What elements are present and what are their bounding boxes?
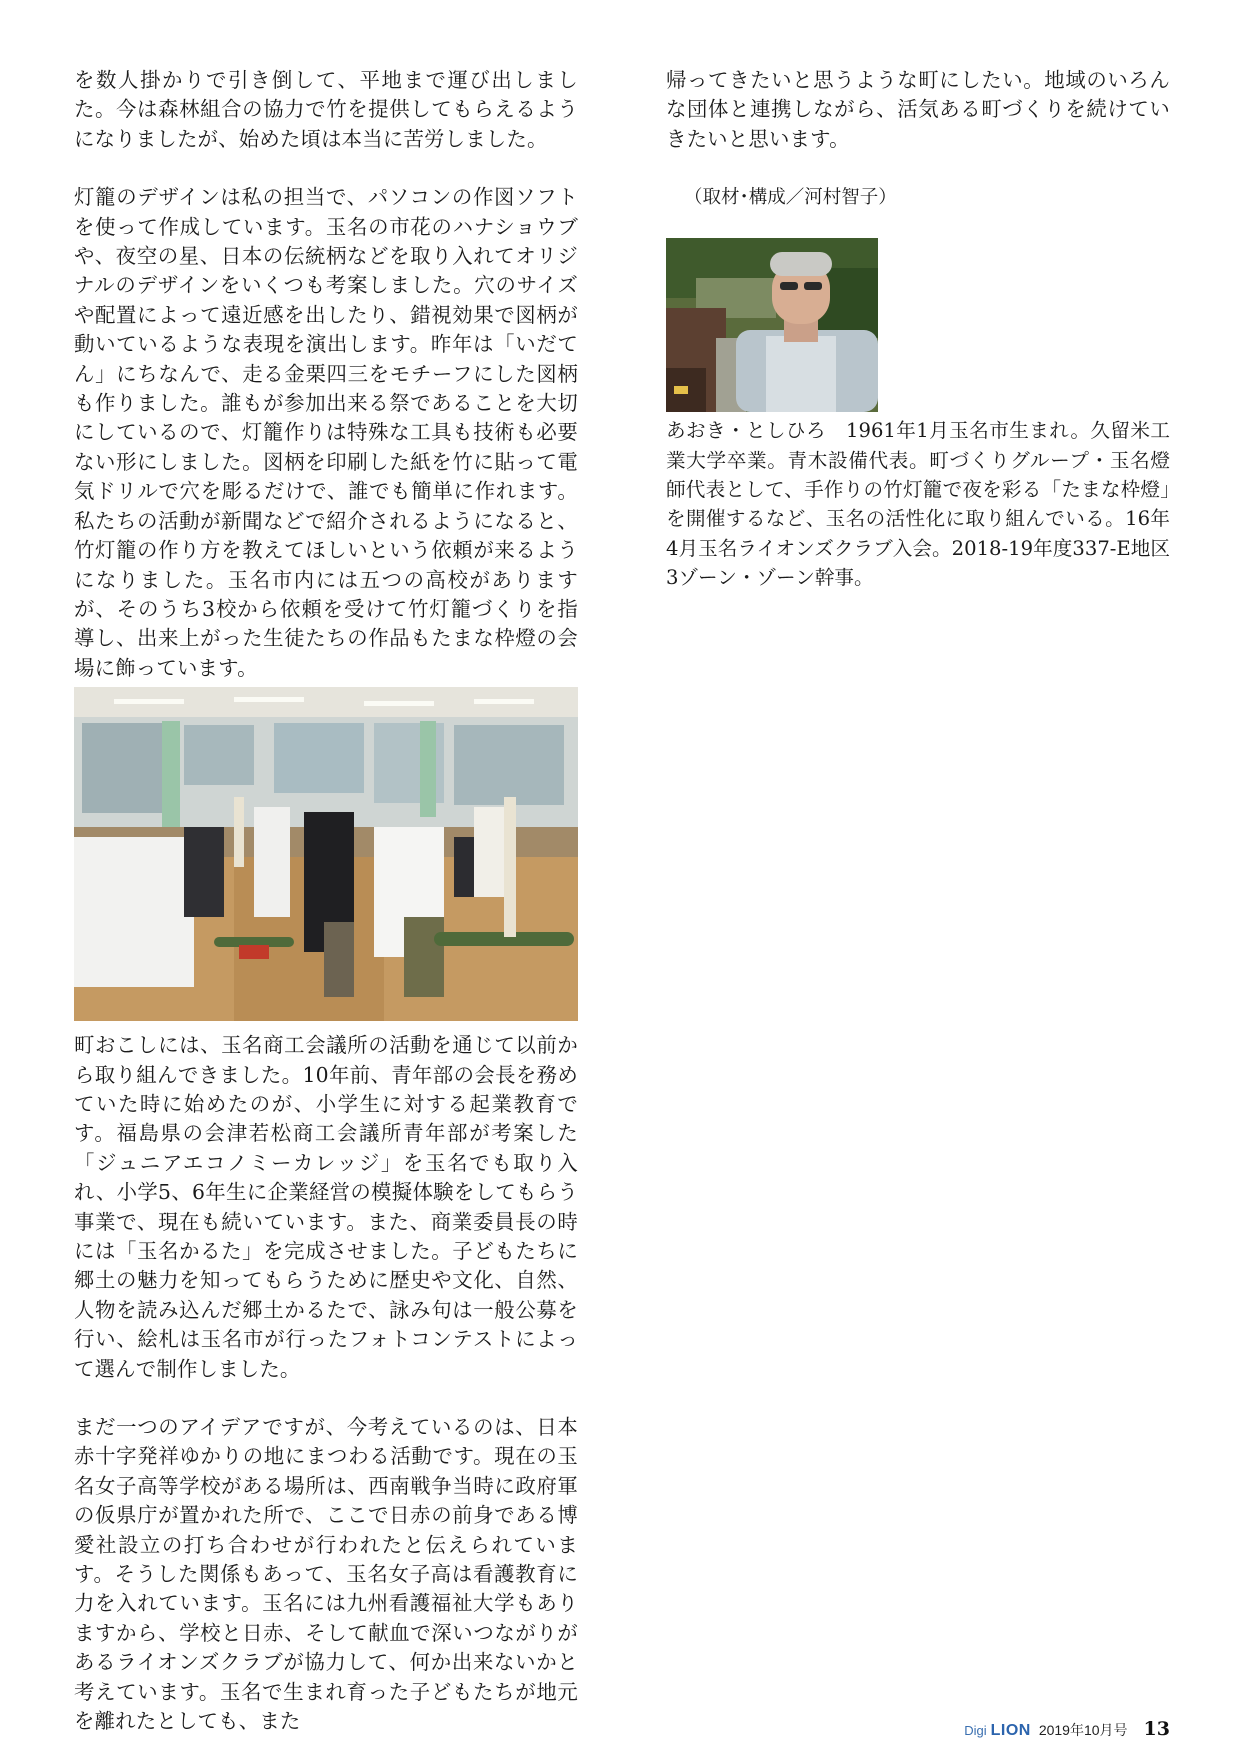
article-paragraph-1: を数人掛かりで引き倒して、平地まで運び出しました。今は森林組合の協力で竹を提供してもらえるようになりましたが、始めた頃は本当に苦労しました。	[74, 68, 578, 151]
page-footer	[964, 1718, 1170, 1740]
magazine-logo: LION	[990, 1722, 1031, 1739]
article-paragraph-5: 帰ってきたいと思うような町にしたい。地域のいろんな団体と連携しながら、活気ある町づくりを続けていきたいと思います。	[666, 68, 1170, 151]
author-bio: あおき・としひろ 1961年1月玉名市生まれ。久留米工業大学卒業。青木設備代表。町づくりグループ・玉名燈師代表として、手作りの竹灯籠で夜を彩る「たまな枠燈」を開催するなど、玉名の活性化に取り組んでいる。16年4月玉名ライオンズクラブ入会。2018-19年度337-E地区3ゾーン・ゾーン幹事。	[666, 419, 1170, 590]
left-column	[74, 66, 578, 1736]
magazine-logo-prefix: Digi	[964, 1723, 987, 1738]
page-number: 13	[1143, 1718, 1170, 1740]
interview-credit: （取材･構成／河村智子）	[684, 187, 897, 209]
article-paragraph-2: 灯籠のデザインは私の担当で、パソコンの作図ソフトを使って作成しています。玉名の市花のハナショウブや、夜空の星、日本の伝統柄などを取り入れてオリジナルのデザインをいくつも考案しました。穴のサイズや配置によって遠近感を出したり、錯視効果で図柄が動いているような表現を演出します。昨年は「いだてん」にちなんで、走る金栗四三をモチーフにした図柄も作りました。誰もが参加出来る祭であることを大切にしているので、灯籠作りは特殊な工具も技術も必要ない形にしました。図柄を印刷した紙を竹に貼って電気ドリルで穴を彫るだけで、誰でも簡単に作れます。私たちの活動が新聞などで紹介されるようになると、竹灯籠の作り方を教えてほしいという依頼が来るようになりました。玉名市内には五つの高校がありますが、そのうち3校から依頼を受けて竹灯籠づくりを指導し、出来上がった生徒たちの作品もたまな枠燈の会場に飾っています。	[74, 185, 578, 680]
article-paragraph-4: まだ一つのアイデアですが、今考えているのは、日本赤十字発祥ゆかりの地にまつわる活動です。現在の玉名女子高等学校がある場所は、西南戦争当時に政府軍の仮県庁が置かれた所で、ここで日赤の前身である博愛社設立の打ち合わせが行われたと伝えられています。そうした関係もあって、玉名女子高は看護教育に力を入れています。玉名には九州看護福祉大学もありますから、学校と日赤、そして献血で深いつながりがあるライオンズクラブが協力して、何か出来ないかと考えています。玉名で生まれ育った子どもたちが地元を離れたとしても、また	[74, 1415, 578, 1734]
workshop-photo	[74, 687, 578, 1021]
right-column	[666, 66, 1170, 593]
article-paragraph-3: 町おこしには、玉名商工会議所の活動を通じて以前から取り組んできました。10年前、青年部の会長を務めていた時に始めたのが、小学生に対する起業教育です。福島県の会津若松商工会議所青年部が考案した「ジュニアエコノミーカレッジ」を玉名でも取り入れ、小学5、6年生に企業経営の模擬体験をしてもらう事業で、現在も続いています。また、商業委員長の時には「玉名かるた」を完成させました。子どもたちに郷土の魅力を知ってもらうために歴史や文化、自然、人物を読み込んだ郷土かるたで、詠み句は一般公募を行い、絵札は玉名市が行ったフォトコンテストによって選んで制作しました。	[74, 1033, 578, 1381]
portrait-photo	[666, 238, 878, 412]
issue-date: 2019年10月号	[1038, 1722, 1128, 1738]
